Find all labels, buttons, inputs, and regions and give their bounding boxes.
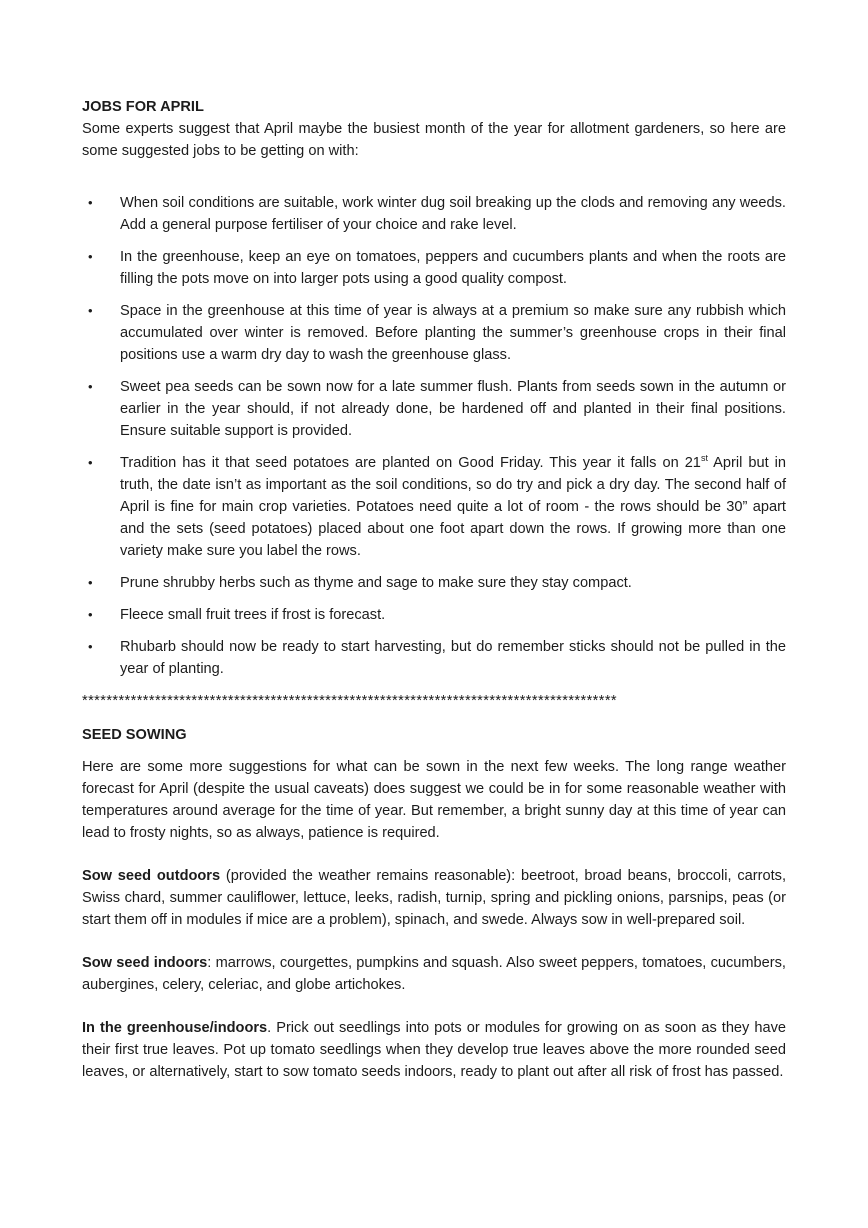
jobs-intro: Some experts suggest that April maybe the busiest month of the year for allotment gardeners, so here are some suggested jobs to be getting on with: [82,121,786,159]
bullet-text-pre: Tradition has it that seed potatoes are planted on Good Friday. This year it falls on 21 [120,455,701,471]
bullet-text: Fleece small fruit trees if frost is forecast. [120,607,386,623]
bullet-icon: • [88,195,93,210]
seed-sowing-section [82,724,786,1083]
bullet-icon: • [88,607,93,622]
greenhouse-indoors-paragraph [82,1017,786,1083]
list-item [82,246,786,290]
bullet-text-post: April but in truth, the date isn’t as important as the soil conditions, so do try and pick a dry day. The second half of April is fine for main crop varieties. Potatoes need quite a lot of room - the rows should be 30” apart and the sets (seed potatoes) placed about one foot apart down the rows. If growing more than one variety make sure you label the rows. [120,455,786,559]
list-item [82,572,786,594]
list-item [82,300,786,366]
sow-indoors-paragraph [82,952,786,996]
bullet-text: Prune shrubby herbs such as thyme and sage to make sure they stay compact. [120,575,632,591]
ordinal-superscript: st [700,453,708,464]
list-item [82,452,786,562]
bullet-text: Rhubarb should now be ready to start harvesting, but do remember sticks should not be pulled in the year of planting. [120,639,786,677]
list-item [82,376,786,442]
seed-sowing-heading: SEED SOWING [82,727,187,743]
bullet-icon: • [88,639,93,654]
bullet-text: Space in the greenhouse at this time of year is always at a premium so make sure any rubbish which accumulated over winter is removed. Before planting the summer’s greenhouse crops in their final positions use a warm dry day to wash the greenhouse glass. [120,303,786,363]
seed-sowing-intro: Here are some more suggestions for what can be sown in the next few weeks. The long range weather forecast for April (despite the usual caveats) does suggest we could be in for some reasonable weather with temperatures around average for the time of year. But remember, a bright sunny day at this time of year can lead to frosty nights, so as always, patience is required. [82,759,786,841]
bullet-icon: • [88,575,93,590]
sow-outdoors-lead: Sow seed outdoors [82,868,221,884]
jobs-heading: JOBS FOR APRIL [82,99,204,115]
bullet-text: When soil conditions are suitable, work winter dug soil breaking up the clods and removing any weeds. Add a general purpose fertiliser of your choice and rake level. [120,195,786,233]
bullet-icon: • [88,455,93,470]
sow-outdoors-text: (provided the weather remains reasonable): beetroot, broad beans, broccoli, carrots, Swiss chard, summer cauliflower, lettuce, leeks, radish, turnip, spring and pickling onions, parsnips, peas (or start them off in modules if mice are a problem), spinach, and swede. Always sow in well-prepared soil. [82,868,786,928]
asterisk-divider: **************************************************************************************** [82,693,617,709]
list-item [82,636,786,680]
sow-indoors-text: : marrows, courgettes, pumpkins and squash. Also sweet peppers, tomatoes, cucumbers, aubergines, celery, celeriac, and globe artichokes. [82,955,786,993]
bullet-icon: • [88,303,93,318]
list-item [82,604,786,626]
bullet-text: In the greenhouse, keep an eye on tomatoes, peppers and cucumbers plants and when the roots are filling the pots move on into larger pots using a good quality compost. [120,249,786,287]
jobs-section [82,96,786,680]
bullet-text [120,452,786,562]
greenhouse-indoors-text: . Prick out seedlings into pots or modules for growing on as soon as they have their first true leaves. Pot up tomato seedlings when they develop true leaves above the more rounded seed leaves, or alternatively, start to sow tomato seeds indoors, ready to plant out after all risk of frost has passed. [82,1020,787,1080]
bullet-icon: • [88,379,93,394]
sow-outdoors-paragraph [82,865,786,931]
greenhouse-indoors-lead: In the greenhouse/indoors [82,1020,268,1036]
list-item [82,192,786,236]
sow-indoors-lead: Sow seed indoors [82,955,208,971]
bullet-text: Sweet pea seeds can be sown now for a late summer flush. Plants from seeds sown in the autumn or earlier in the year should, if not already done, be hardened off and planted in their final positions. Ensure suitable support is provided. [120,379,786,439]
bullet-icon: • [88,249,93,264]
jobs-list [82,192,786,680]
